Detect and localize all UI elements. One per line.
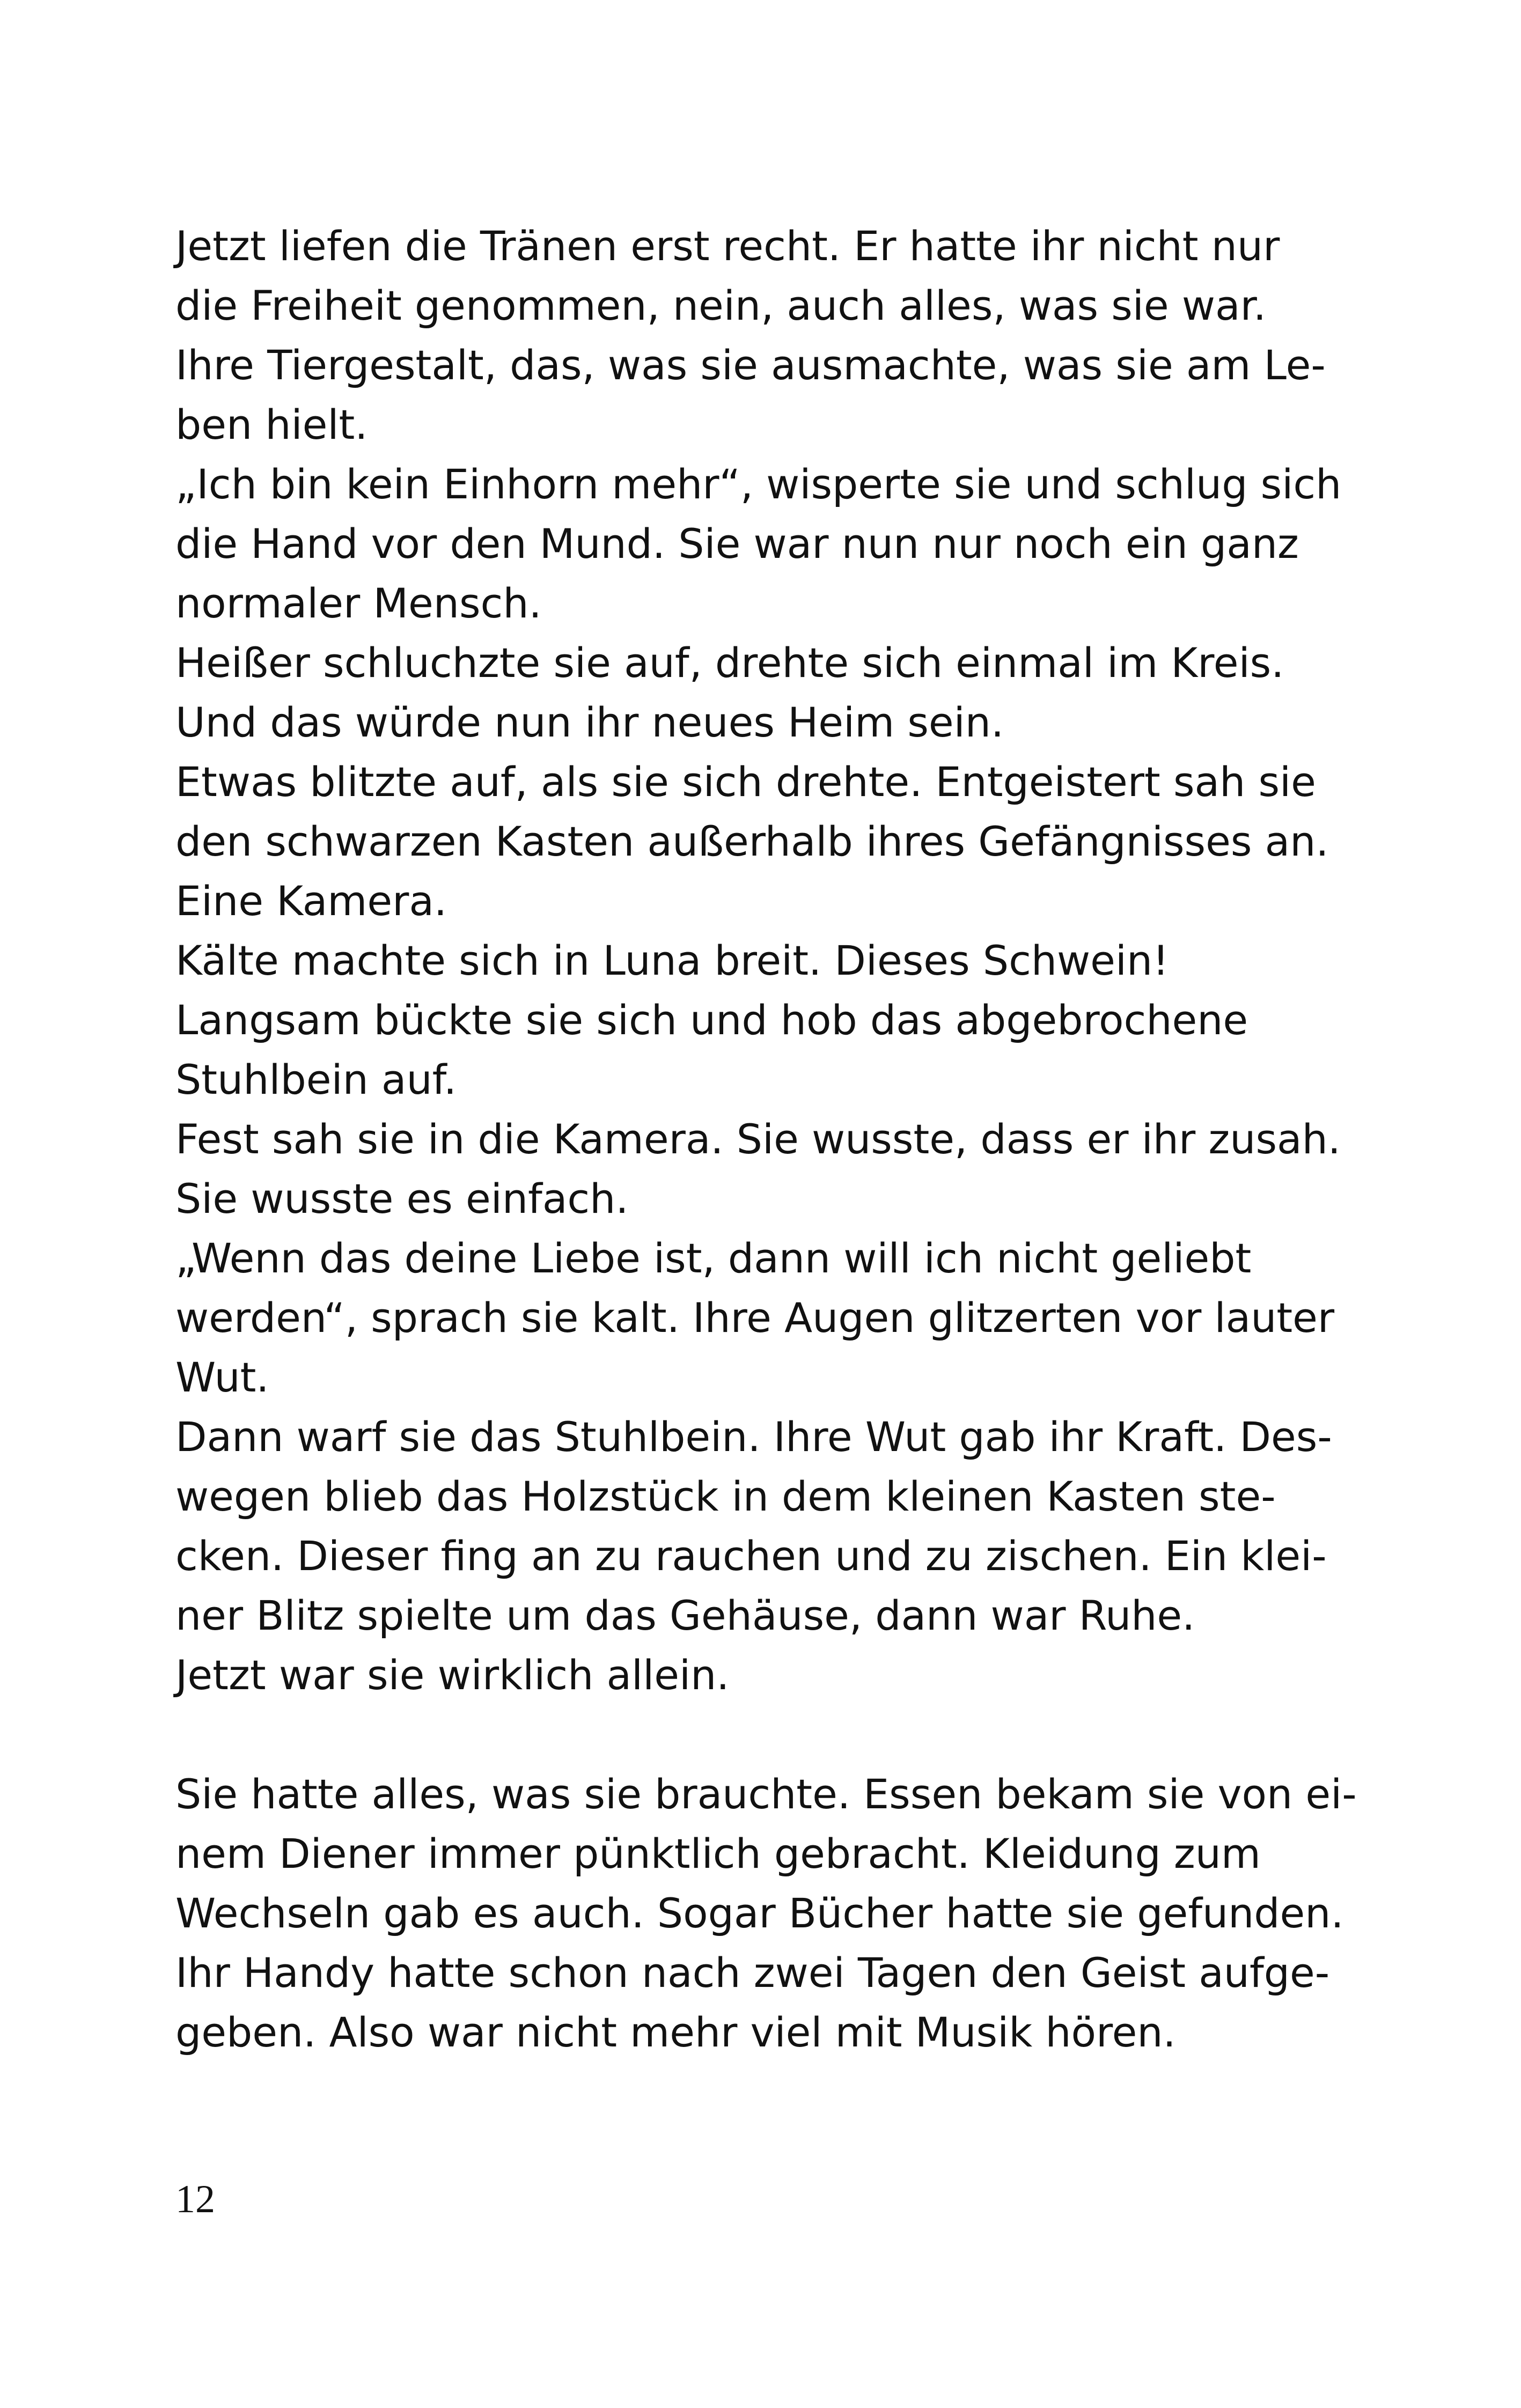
text-line: die Hand vor den Mund. Sie war nun nur noch ein ganz — [175, 520, 1299, 568]
text-line: geben. Also war nicht mehr viel mit Musik hören. — [175, 2008, 1176, 2056]
text-line: Ihre Tiergestalt, das, was sie ausmachte, was sie am Le- — [175, 341, 1326, 389]
text-line: Langsam bückte sie sich und hob das abgebrochene — [175, 996, 1248, 1044]
text-line: den schwarzen Kasten außerhalb ihres Gefängnisses an. — [175, 818, 1329, 865]
text-line: Heißer schluchzte sie auf, drehte sich einmal im Kreis. — [175, 639, 1284, 687]
text-line: Dann warf sie das Stuhlbein. Ihre Wut gab ihr Kraft. Des- — [175, 1413, 1332, 1461]
text-line: ner Blitz spielte um das Gehäuse, dann war Ruhe. — [175, 1592, 1195, 1639]
text-line: werden“, sprach sie kalt. Ihre Augen glitzerten vor lauter — [175, 1294, 1335, 1342]
text-line: die Freiheit genommen, nein, auch alles, was sie war. — [175, 282, 1266, 329]
text-line: Etwas blitzte auf, als sie sich drehte. Entgeistert sah sie — [175, 758, 1316, 806]
text-line: Stuhlbein auf. — [175, 1056, 457, 1103]
text-line: Jetzt war sie wirklich allein. — [175, 1651, 730, 1699]
text-line: cken. Dieser fing an zu rauchen und zu zischen. Ein klei- — [175, 1532, 1327, 1580]
text-line: ben hielt. — [175, 401, 368, 448]
text-line: nem Diener immer pünktlich gebracht. Kleidung zum — [175, 1830, 1261, 1877]
text-line: Eine Kamera. — [175, 877, 447, 925]
text-line: „Ich bin kein Einhorn mehr“, wisperte sie und schlug sich — [175, 460, 1342, 508]
text-line: Kälte machte sich in Luna breit. Dieses Schwein! — [175, 937, 1169, 984]
body-text — [175, 216, 1377, 2062]
text-line: Sie hatte alles, was sie brauchte. Essen bekam sie von ei- — [175, 1770, 1357, 1818]
text-line: Wut. — [175, 1353, 269, 1401]
text-line: „Wenn das deine Liebe ist, dann will ich nicht geliebt — [175, 1234, 1252, 1282]
text-line: Sie wusste es einfach. — [175, 1175, 629, 1223]
text-line: Jetzt liefen die Tränen erst recht. Er hatte ihr nicht nur — [175, 222, 1280, 270]
text-line: Ihr Handy hatte schon nach zwei Tagen den Geist aufge- — [175, 1949, 1330, 1997]
page-number: 12 — [175, 2177, 215, 2221]
text-line: Und das würde nun ihr neues Heim sein. — [175, 698, 1004, 746]
text-line: Wechseln gab es auch. Sogar Bücher hatte sie gefunden. — [175, 1889, 1344, 1937]
text-line: normaler Mensch. — [175, 579, 542, 627]
paragraph-break — [175, 1705, 1377, 1764]
text-line: Fest sah sie in die Kamera. Sie wusste, dass er ihr zusah. — [175, 1115, 1341, 1163]
text-line: wegen blieb das Holzstück in dem kleinen Kasten ste- — [175, 1472, 1276, 1520]
